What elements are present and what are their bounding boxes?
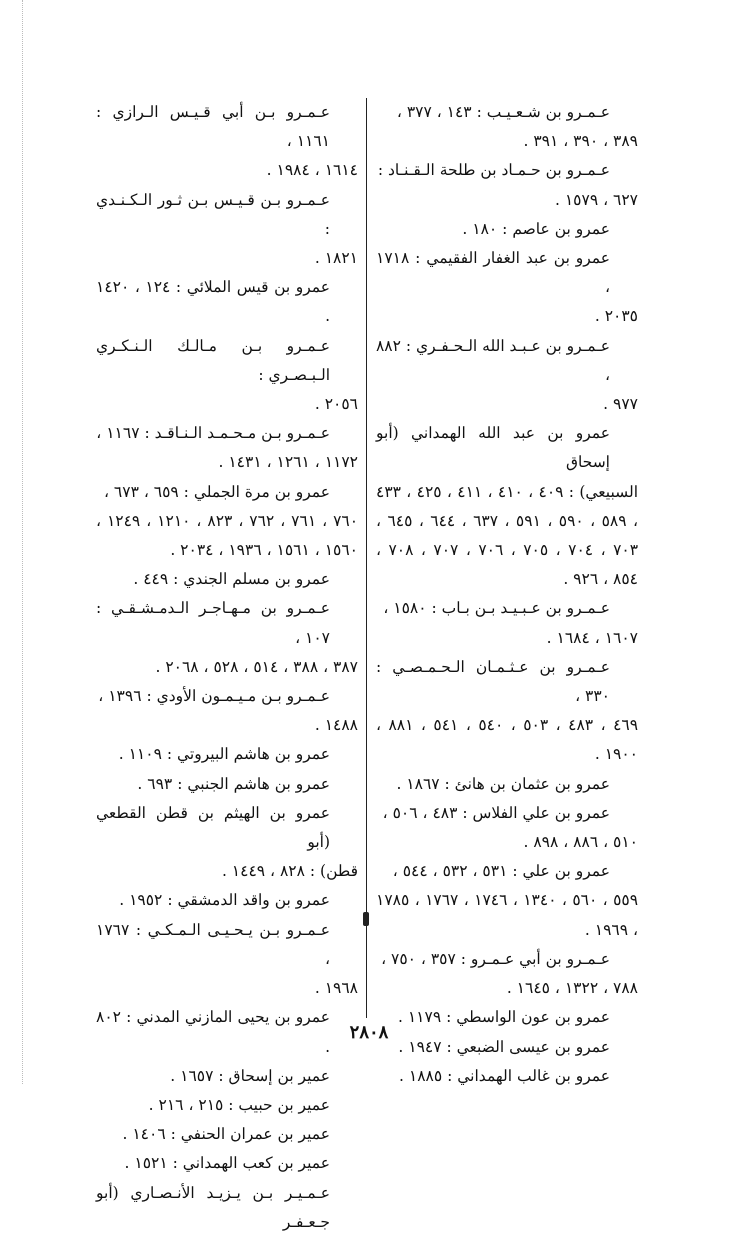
index-entry [96, 186, 358, 274]
index-entry [96, 916, 358, 1004]
entry-continuation: ٦٢٧ ، ١٥٧٩ . [554, 190, 638, 209]
index-entry [96, 1120, 358, 1149]
index-entry [96, 1091, 358, 1120]
entry-heading: عـمـرو بن شـعـيـب : ١٤٣ ، ٣٧٧ ، [396, 103, 610, 121]
index-entry [96, 565, 358, 594]
entry-heading: عـمـرو بن عـبـد الله الـحـفـري : ٨٨٢ ، [375, 336, 610, 384]
entry-heading: عمرو بن عون الواسطي : ١١٧٩ . [398, 1008, 610, 1027]
entry-heading: عمرو بن عبد الغفار الفقيمي : ١٧١٨ ، [376, 249, 610, 297]
entry-heading: عمرو بن علي الفلاس : ٤٨٣ ، ٥٠٦ ، [382, 803, 610, 822]
entry-continuation: ٢٠٣٥ . [594, 307, 638, 326]
entry-heading: عـمـرو بـن يـحـيـى الـمـكـي : ١٧٦٧ ، [96, 920, 330, 968]
index-entry [376, 419, 638, 594]
entry-continuation: ١٩٦٨ . [314, 979, 358, 998]
page-edge-marks [22, 0, 23, 1084]
index-entry [96, 682, 358, 740]
index-entry [96, 478, 358, 566]
entry-continuation: ٧٦٠ ، ٧٦١ ، ٧٦٢ ، ٨٢٣ ، ١٢١٠ ، ١٢٤٩ ، ١٥٦٠ ، ١٥٦١ ، ١٩٣٦ ، ٢٠٣٤ . [96, 511, 359, 560]
index-entry [376, 653, 638, 770]
entry-heading: عـمـرو بـن مـيـمـون الأودي : ١٣٩٦ ، [98, 687, 330, 706]
entry-continuation: ٧٨٨ ، ١٣٢٢ ، ١٦٤٥ . [506, 979, 638, 998]
column-divider [366, 98, 367, 1018]
index-entry [96, 886, 358, 915]
entry-heading: عمرو بن واقد الدمشقي : ١٩٥٢ . [119, 891, 330, 910]
entry-heading: عمير بن إسحاق : ١٦٥٧ . [170, 1066, 330, 1085]
index-entry [376, 945, 638, 1003]
index-entry [376, 857, 638, 945]
index-entry [376, 244, 638, 332]
entry-heading: عمير بن كعب الهمداني : ١٥٢١ . [124, 1154, 330, 1173]
entry-continuation: ٣٨٧ ، ٣٨٨ ، ٥١٤ ، ٥٢٨ ، ٢٠٦٨ . [155, 657, 358, 676]
index-entry [96, 799, 358, 887]
entry-heading: عـمـرو بـن أبي قـيـس الـرازي : ١١٦١ ، [96, 103, 330, 151]
index-entry [96, 98, 358, 186]
divider-mark [363, 912, 369, 926]
index-entry [96, 1149, 358, 1178]
entry-heading: عمرو بن الهيثم بن قطن القطعي (أبو [96, 803, 330, 852]
entry-continuation: ٥٥٩ ، ٥٦٠ ، ١٣٤٠ ، ١٧٤٦ ، ١٧٦٧ ، ١٧٨٥ ، ١٩٦٩ . [376, 891, 639, 939]
entry-heading: عمرو بن عيسى الضبعي : ١٩٤٧ . [398, 1037, 610, 1056]
entry-continuation: ٥١٠ ، ٨٨٦ ، ٨٩٨ . [523, 833, 638, 852]
index-column-right [376, 98, 638, 1091]
index-entry [96, 332, 358, 420]
entry-continuation: ١١٧٢ ، ١٢٦١ ، ١٤٣١ . [218, 453, 358, 472]
entry-heading: عـمـرو بن حـمـاد بن طلحة الـقـنـاد : [377, 161, 610, 180]
entry-continuation: ٣٨٩ ، ٣٩٠ ، ٣٩١ . [523, 132, 638, 151]
entry-heading: عمير بن عمران الحنفي : ١٤٠٦ . [122, 1125, 330, 1144]
entry-heading: عـمـرو بـن قـيـس بـن ثـور الـكـنـدي : [96, 190, 330, 238]
entry-heading: عـمـرو بـن مـالـك الـنـكـري الـبـصـري : [96, 336, 330, 384]
entry-continuation: ٢٠٥٦ . [314, 395, 358, 414]
entry-continuation: ٤٦٩ ، ٤٨٣ ، ٥٠٣ ، ٥٤٠ ، ٥٤١ ، ٨٨١ ، ١٩٠٠ . [376, 716, 639, 764]
index-entry [96, 770, 358, 799]
index-entry [96, 1062, 358, 1091]
index-entry [96, 273, 358, 331]
entry-heading: عمرو بن عبد الله الهمداني (أبو إسحاق [376, 424, 610, 472]
index-entry [376, 594, 638, 652]
entry-heading: عمرو بن غالب الهمداني : ١٨٨٥ . [399, 1066, 610, 1085]
entry-heading: عـمـرو بن مـهـاجـر الـدمـشـقـي : ١٠٧ ، [96, 599, 330, 647]
entry-heading: عـمـرو بـن مـحـمـد الـنـاقـد : ١١٦٧ ، [96, 424, 330, 443]
entry-continuation: ١٤٨٨ . [314, 716, 358, 735]
entry-continuation: ١٦١٤ ، ١٩٨٤ . [266, 161, 358, 180]
entry-continuation: ٩٧٧ . [603, 395, 638, 414]
entry-heading: عـمـرو بن عـبـيـد بـن بـاب : ١٥٨٠ ، [383, 599, 610, 618]
page-number: ٢٨٠٨ [349, 1022, 389, 1043]
entry-heading: عمرو بن مرة الجملي : ٦٥٩ ، ٦٧٣ ، [103, 482, 330, 501]
entry-continuation: ١٦٠٧ ، ١٦٨٤ . [546, 628, 638, 647]
entry-heading: عمرو بن هاشم البيروتي : ١١٠٩ . [118, 745, 330, 764]
entry-heading: عمير بن حبيب : ٢١٥ ، ٢١٦ . [148, 1095, 330, 1114]
index-entry [376, 215, 638, 244]
entry-heading: عمرو بن مسلم الجندي : ٤٤٩ . [133, 570, 330, 589]
index-entry [96, 419, 358, 477]
entry-continuation: قطن) : ٨٢٨ ، ١٤٤٩ . [221, 862, 358, 881]
entry-heading: عمرو بن هاشم الجنبي : ٦٩٣ . [137, 774, 330, 793]
entry-heading: عمرو بن علي : ٥٣١ ، ٥٣٢ ، ٥٤٤ ، [392, 862, 610, 881]
entry-continuation: السبيعي) : ٤٠٩ ، ٤١٠ ، ٤١١ ، ٤٢٥ ، ٤٣٣ ، ٥٨٩ ، ٥٩٠ ، ٥٩١ ، ٦٣٧ ، ٦٤٤ ، ٦٤٥ ، ٧٠٣ ، ٧٠٤ ، ٧٠٥ ، ٧٠٦ ، ٧٠٧ ، ٧٠٨ ، ٨٥٤ ، ٩٢٦ . [376, 482, 639, 589]
index-entry [96, 1179, 358, 1237]
index-entry [376, 156, 638, 214]
entry-continuation: ١٨٢١ . [314, 249, 358, 268]
entry-heading: عمرو بن عثمان بن هانئ : ١٨٦٧ . [396, 774, 610, 793]
index-entry [376, 98, 638, 156]
index-entry [376, 332, 638, 420]
index-entry [376, 799, 638, 857]
entry-heading: عـمـرو بن أبي عـمـرو : ٣٥٧ ، ٧٥٠ ، [381, 949, 610, 968]
index-entry [376, 1062, 638, 1091]
index-entry [376, 770, 638, 799]
index-column-left [96, 98, 358, 1237]
entry-heading: عـمـيـر بـن يـزيـد الأنـصـاري (أبو جـعـفـر [96, 1183, 330, 1231]
index-entry [96, 740, 358, 769]
entry-heading: عمرو بن يحيى المازني المدني : ٨٠٢ . [96, 1008, 330, 1056]
entry-heading: عـمـرو بن عـثـمـان الـحـمـصـي : ٣٣٠ ، [376, 657, 610, 706]
index-entry [96, 594, 358, 682]
entry-heading: عمرو بن عاصم : ١٨٠ . [462, 219, 610, 238]
entry-heading: عمرو بن قيس الملائي : ١٢٤ ، ١٤٢٠ . [96, 278, 330, 326]
